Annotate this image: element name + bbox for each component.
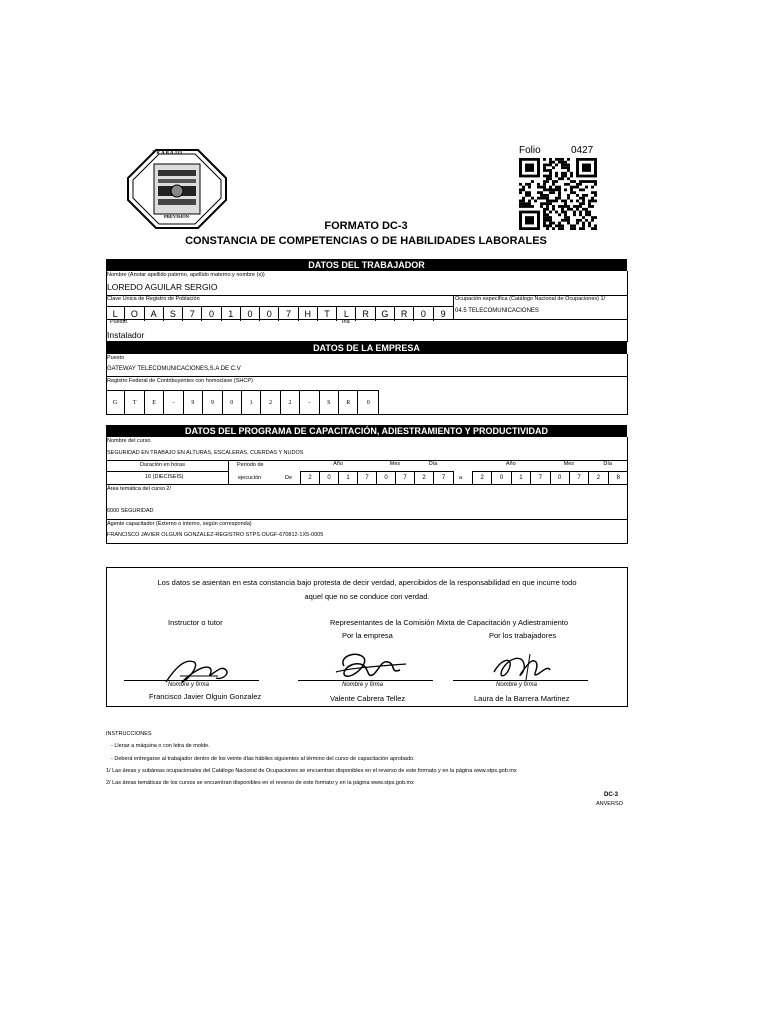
period-label: Periodo de [237, 462, 264, 468]
format-subtitle: CONSTANCIA DE COMPETENCIAS O DE HABILIDADES LABORALES [185, 235, 547, 247]
course-value: SEGURIDAD EN TRABAJO EN ALTURAS, ESCALERAS, CUERDAS Y NUDOS [107, 450, 304, 456]
instruction-item: - Llenar a máquina o con letra de molde. [111, 743, 210, 749]
period-label-2: ejecución [238, 475, 262, 481]
workers-rep-name: Laura de la Barrera Martinez [474, 694, 570, 703]
curp-cell: A [145, 307, 164, 321]
curp-cell: 9 [440, 309, 446, 319]
curp-cell: 0 [260, 307, 279, 321]
from-date-cell: 7 [358, 472, 377, 485]
a-label: a [459, 475, 463, 481]
curp-cell: 0 [202, 307, 221, 321]
rfc-cell: 9 [184, 391, 203, 415]
curp-cell: L [337, 307, 356, 321]
rfc-cell: - [164, 391, 183, 415]
to-date-cells [472, 471, 628, 485]
area-label: Área temática del curso 2/ [107, 486, 171, 492]
day-label: Día [603, 461, 612, 467]
month-label: Mes [563, 461, 575, 467]
instructor-name: Francisco Javier Olguin Gonzalez [149, 692, 262, 701]
rfc-cell: R [339, 391, 358, 415]
folio-number: 0427 [571, 145, 594, 156]
curp-cell: 1 [222, 307, 241, 321]
from-date-cell: 2 [415, 472, 434, 485]
from-date-header [300, 461, 452, 471]
instruction-item: 2/ Las áreas temáticas de los cursos se encuentran disponibles en el reverso de este formato y en la página www.stps.gob.mx [106, 780, 414, 786]
from-date-cell: 0 [320, 472, 339, 485]
curp-cell: 0 [241, 307, 260, 321]
from-date-cell: 7 [396, 472, 415, 485]
declaration-line-1: Los datos se asientan en esta constancia bajo protesta de decir verdad, apercibidos de la responsabilidad en que incurre todo [157, 578, 577, 587]
to-date-cell: 7 [570, 472, 589, 485]
workers-rep-sign-caption: Nombre y firma [496, 682, 538, 688]
curp-cell: H [299, 307, 318, 321]
agent-value: FRANCISCO JAVIER OLGUIN GONZALEZ-REGISTRO STPS OUGF-670812-1X5-0005 [107, 532, 324, 538]
rfc-cell: 0 [223, 391, 242, 415]
company-rep-name: Valente Cabrera Tellez [330, 694, 406, 703]
rfc-label: Registro Federal de Contribuyentes con homoclave (SHCP) [107, 378, 253, 384]
puesto-label-right: Ina [342, 319, 350, 325]
commission-label: Representantes de la Comisión Mixta de Capacitación y Adiestramiento [330, 618, 569, 627]
rfc-cell: 2 [281, 391, 300, 415]
agent-label: Agente capacitador (Externo o interno, según corresponda) [107, 521, 252, 527]
de-label: De [285, 475, 293, 481]
to-date-cell: 8 [616, 475, 620, 481]
instructor-sign-caption: Nombre y firma [168, 682, 210, 688]
to-date-cell: 2 [473, 472, 492, 485]
rfc-cell: T [125, 391, 144, 415]
to-date-cell: 1 [512, 472, 531, 485]
curp-cell: 7 [183, 307, 202, 321]
instructions-title: INSTRUCCIONES [106, 731, 152, 737]
instructor-label: Instructor o tutor [168, 618, 223, 627]
worker-name-value: LOREDO AGUILAR SERGIO [107, 282, 218, 292]
duration-value: 16 (DIECISEIS) [145, 474, 184, 480]
rfc-cell: 2 [261, 391, 280, 415]
rfc-cell: G [106, 391, 125, 415]
curp-cell: T [318, 307, 337, 321]
company-name-label: Puesto [107, 355, 125, 361]
to-date-cell: 0 [492, 472, 511, 485]
rfc-cell: 1 [242, 391, 261, 415]
puesto-label: Puesto [110, 319, 128, 325]
worker-section-header: DATOS DEL TRABAJADOR [106, 259, 627, 271]
curp-cell: 7 [279, 307, 298, 321]
format-title: FORMATO DC-3 [324, 220, 408, 232]
to-date-cell: 7 [531, 472, 550, 485]
footer-side: ANVERSO [596, 801, 623, 807]
rfc-cell: 9 [203, 391, 222, 415]
company-rep-label: Por la empresa [342, 631, 393, 640]
curp-label: Clave Única de Registro de Población [107, 296, 200, 302]
month-label: Mes [389, 461, 401, 467]
seal-text-top: TRABAJO [152, 151, 183, 156]
curp-cell: O [125, 307, 144, 321]
from-date-cell: 0 [377, 472, 396, 485]
from-date-cell: 1 [339, 472, 358, 485]
from-date-cell: 7 [441, 475, 446, 481]
occupation-label: Ocupación específica (Catálogo Nacional de Ocupaciones) 1/ [455, 296, 606, 302]
program-section-header: DATOS DEL PROGRAMA DE CAPACITACIÓN, ADIESTRAMIENTO Y PRODUCTIVIDAD [106, 425, 627, 437]
to-date-cell: 0 [551, 472, 570, 485]
year-label: Año [333, 461, 343, 467]
footer-code: DC-3 [604, 792, 619, 798]
instruction-item: - Deberá entregarse al trabajador dentro de los veinte días hábiles siguientes al término del curso de capacitación aprobado. [111, 756, 415, 762]
workers-rep-label: Por los trabajadores [489, 631, 557, 640]
year-label: Año [505, 461, 516, 467]
from-date-cell: 2 [301, 472, 320, 485]
duration-label: Duración en horas [140, 462, 185, 468]
day-label: Día [428, 461, 438, 467]
rfc-cell: - [300, 391, 319, 415]
worker-name-label: Nombre (Anotar apellido paterno, apellido materno y nombre (s)) [107, 272, 265, 278]
curp-cell: R [395, 307, 414, 321]
declaration-line-2: aquel que no se conduce con verdad. [304, 592, 430, 601]
folio-label: Folio [519, 145, 541, 156]
from-date-cells [300, 471, 454, 485]
seal-text-bottom: PREVISION [164, 214, 190, 219]
rfc-cell: S [320, 391, 339, 415]
puesto-value: Instalador [107, 330, 145, 340]
government-seal [126, 148, 228, 230]
rfc-cell: 0 [366, 400, 370, 406]
rfc-cell: E [145, 391, 164, 415]
course-label: Nombre del curso [107, 438, 151, 444]
curp-cell: S [164, 307, 183, 321]
rfc-cells [106, 390, 379, 415]
company-name-value: GATEWAY TELECOMUNICACIONES,S.A DE C.V [107, 366, 241, 372]
curp-cell: L [106, 307, 125, 321]
company-section-header: DATOS DE LA EMPRESA [106, 342, 627, 354]
curp-cell: R [356, 307, 375, 321]
to-date-cell: 2 [589, 472, 608, 485]
occupation-value: 04.5 TELECOMUNICACIONES [455, 308, 539, 314]
company-rep-sign-caption: Nombre y firma [342, 682, 384, 688]
curp-cell: 0 [414, 307, 433, 321]
area-value: 6000 SEGURIDAD [107, 508, 154, 514]
instruction-item: 1/ Las áreas y subáreas ocupacionales del Catálogo Nacional de Ocupaciones se encuentran disponibles en el reverso de este formato y en la página www.stps.gob.mx [106, 768, 517, 774]
to-date-header [472, 461, 627, 471]
curp-cell: G [376, 307, 395, 321]
